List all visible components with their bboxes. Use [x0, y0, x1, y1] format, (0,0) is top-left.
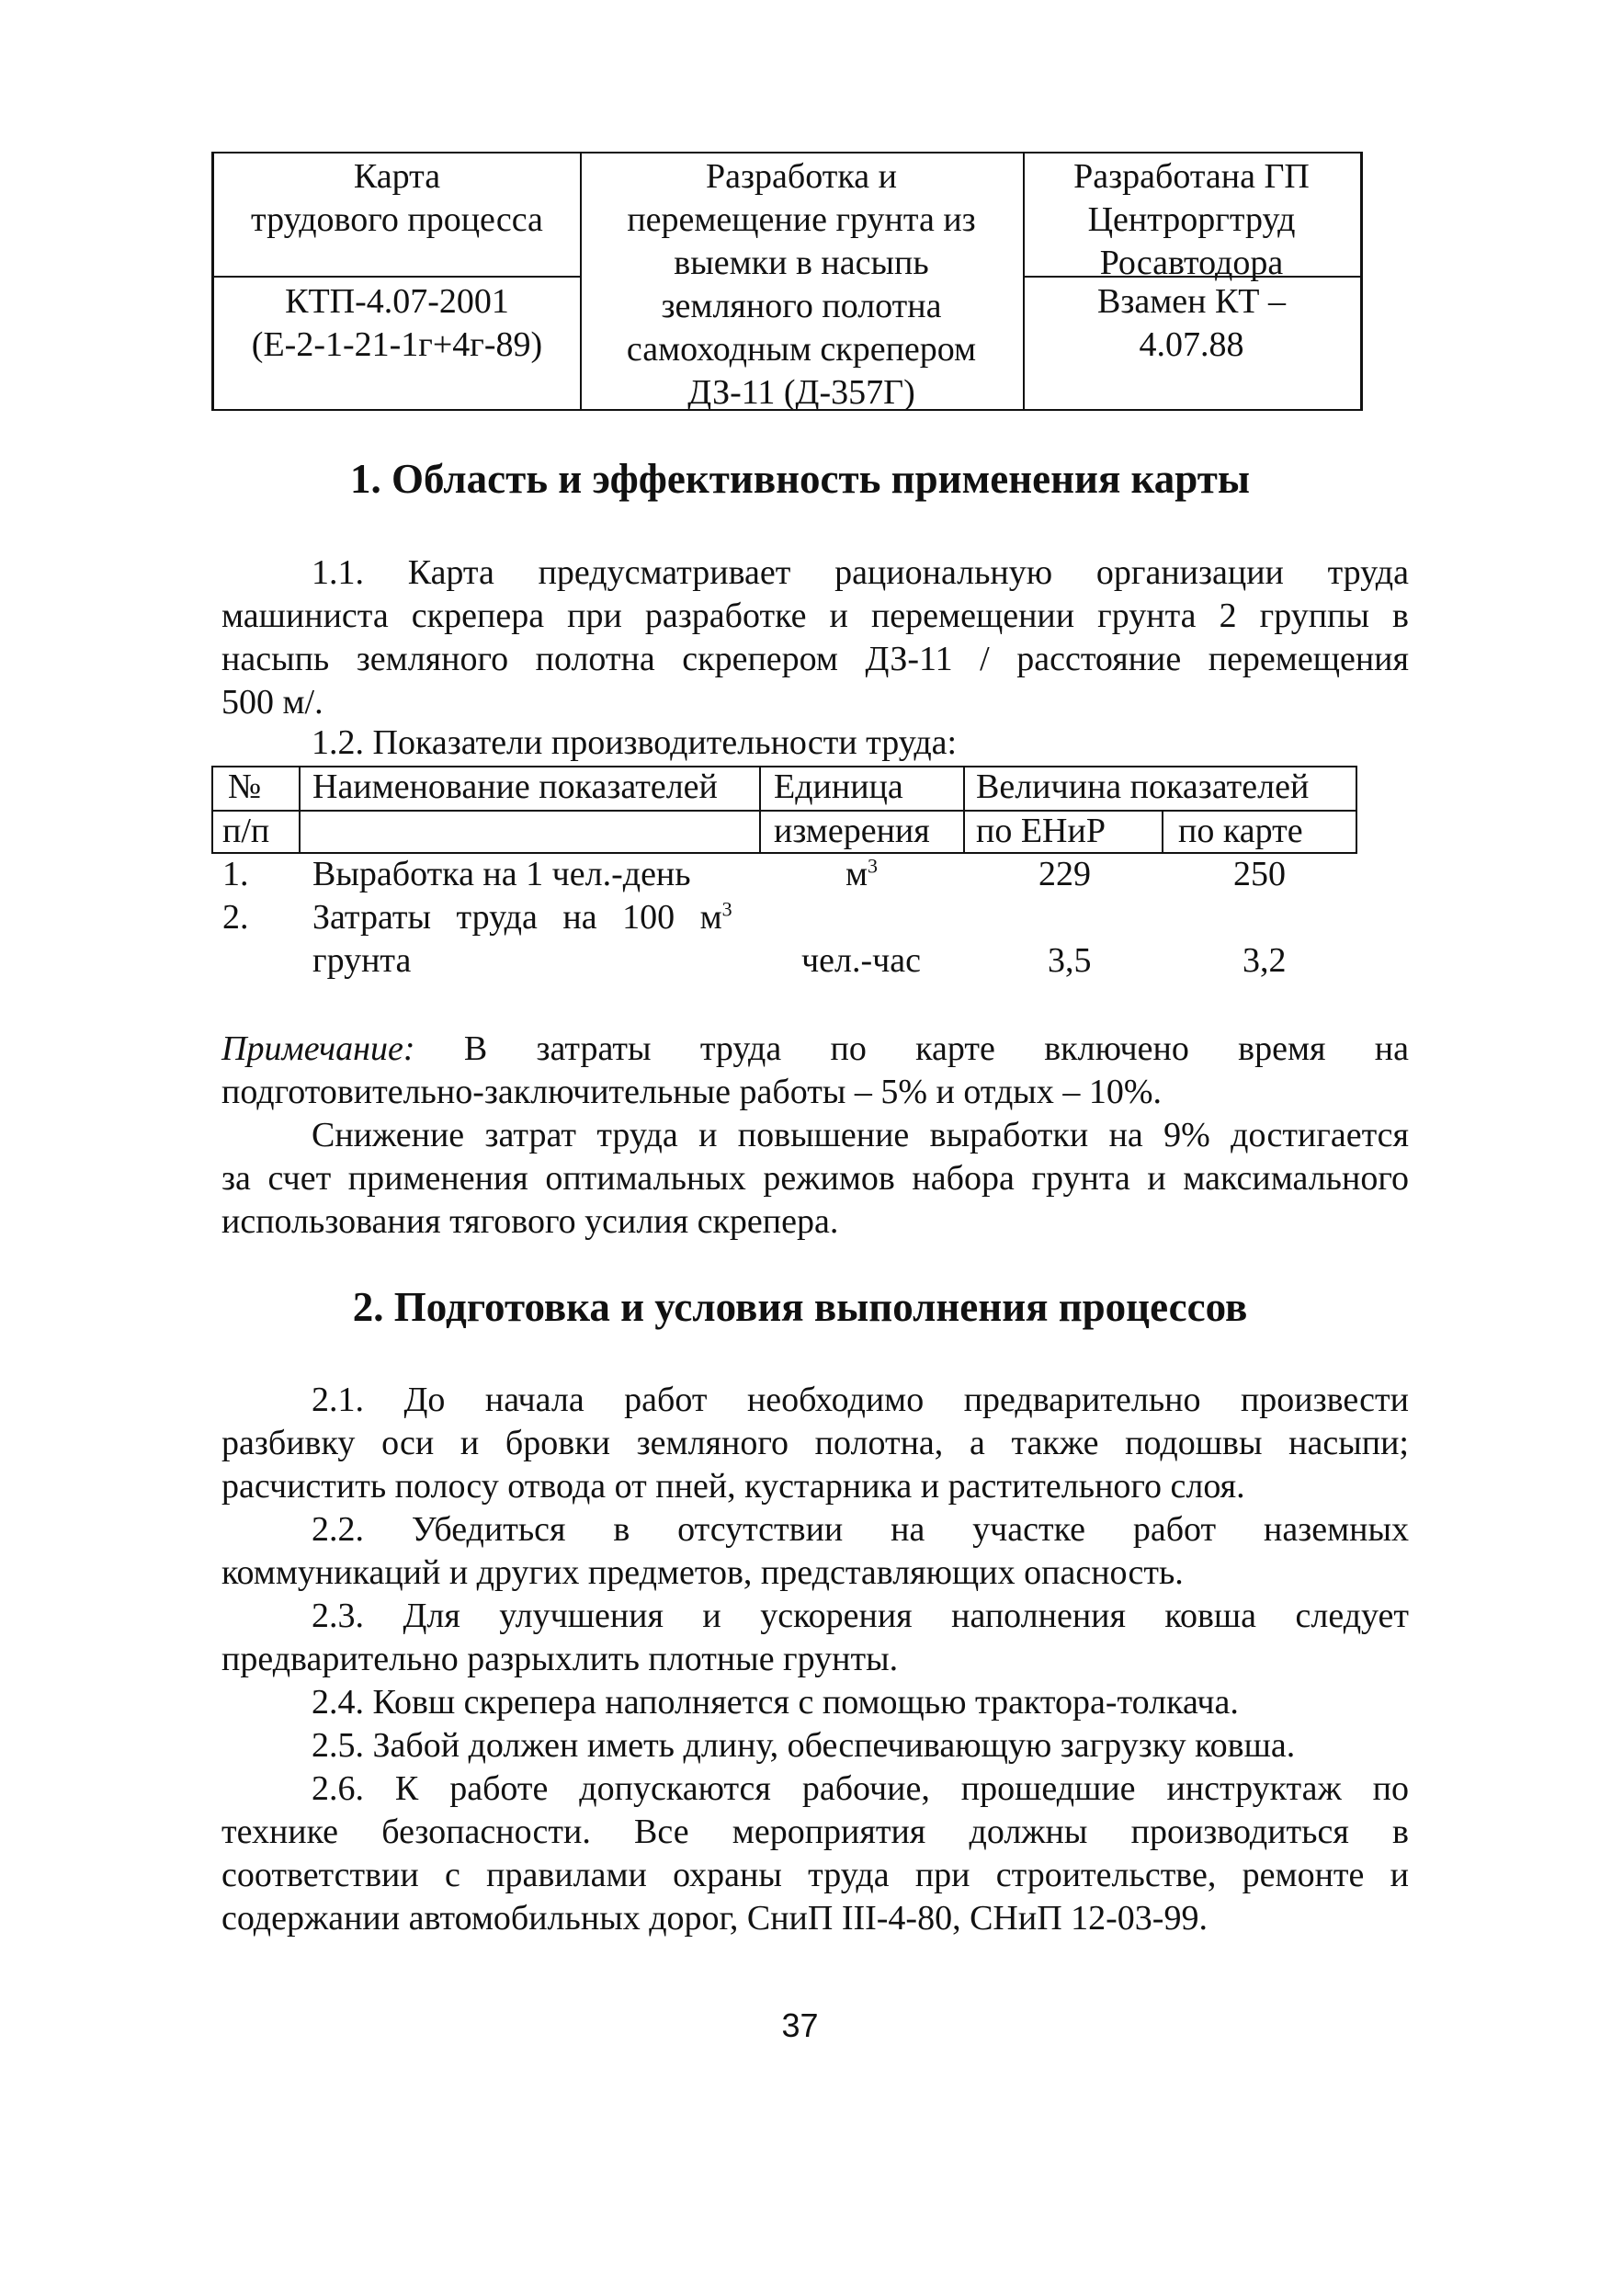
paragraph-2-6: [221, 1767, 1409, 1940]
card-label-line: Карта: [353, 157, 441, 196]
text-line: машиниста скрепера при разработке и перемещении грунта 2 группы в: [221, 597, 1409, 635]
text-line: насыпь земляного полотна скрепером ДЗ-11 / расстояние перемещения: [221, 640, 1409, 678]
card-title-line: Разработка и: [706, 157, 897, 196]
text-line: 2.1. До начала работ необходимо предварительно произвести: [312, 1381, 1409, 1419]
text-line: Снижение затрат труда и повышение выработки на 9% достигается: [312, 1116, 1409, 1154]
indicators-table: [211, 766, 1357, 854]
table-rule: [963, 766, 965, 854]
card-label-cell: [214, 155, 580, 242]
text-line: 1.1. Карта предусматривает рациональную организации труда: [312, 553, 1409, 592]
row-value-enir: 3,5: [1048, 941, 1092, 980]
paragraph-2-2: [221, 1508, 1409, 1595]
text-line: технике безопасности. Все мероприятия должны производиться в: [221, 1813, 1409, 1851]
card-title-line: перемещение грунта из: [627, 200, 976, 239]
column-header-unit: Единица: [774, 767, 903, 806]
card-title-cell: [580, 155, 1023, 415]
paragraph-1-2: 1.2. Показатели производительности труда:: [312, 723, 958, 762]
card-label-line: трудового процесса: [251, 200, 543, 239]
header-table: [211, 152, 1363, 411]
table-rule: [1162, 810, 1163, 854]
text-line: 2.3. Для улучшения и ускорения наполнения ковша следует: [312, 1597, 1409, 1635]
card-title-line: ДЗ-11 (Д-357Г): [687, 373, 915, 412]
paragraph-2-4: [221, 1681, 1409, 1724]
developer-line: Разработана ГП: [1073, 157, 1310, 196]
developer-cell: [1023, 155, 1360, 285]
text-line: 2.6. К работе допускаются рабочие, прошедшие инструктаж по: [312, 1769, 1409, 1808]
column-header-value: Величина показателей: [976, 767, 1310, 806]
note: [221, 1028, 1409, 1244]
table-rule: [759, 766, 761, 854]
text-line: 2.2. Убедиться в отсутствии на участке работ наземных: [312, 1510, 1409, 1549]
row-name: Выработка на 1 чел.-день: [312, 855, 691, 893]
text-line: 500 м/.: [221, 683, 323, 722]
row-unit: чел.-час: [801, 941, 921, 980]
developer-line: Центроргтруд: [1087, 200, 1296, 239]
card-code: КТП-4.07-2001: [285, 282, 509, 321]
card-title-line: самоходным скрепером: [626, 330, 977, 369]
row-name-cont: грунта: [312, 941, 412, 980]
text-line: коммуникаций и других предметов, представляющих опасность.: [221, 1553, 1184, 1592]
text-line: содержании автомобильных дорог, СниП III-4-80, СНиП 12-03-99.: [221, 1899, 1208, 1938]
note-line: подготовительно-заключительные работы – 5% и отдых – 10%.: [221, 1073, 1162, 1111]
row-name: Затраты труда на 100 $м^3$: [312, 897, 732, 937]
section-2-title: 2. Подготовка и условия выполнения процессов: [352, 1284, 1248, 1330]
text-line: расчистить полосу отвода от пней, кустарника и растительного слоя.: [221, 1467, 1245, 1506]
section-1-title: 1. Область и эффективность применения карты: [350, 456, 1250, 502]
replaces-line: 4.07.88: [1139, 325, 1244, 364]
page-number: 37: [781, 2006, 819, 2044]
card-title-line: выемки в насыпь: [674, 244, 929, 282]
text-line: за счет применения оптимальных режимов набора грунта и максимального: [221, 1159, 1409, 1198]
column-header-enir: по ЕНиР: [976, 812, 1106, 850]
paragraph-2-1: [221, 1379, 1409, 1508]
replaces-cell: [1023, 280, 1360, 367]
row-value-card: 3,2: [1243, 941, 1287, 980]
column-header-number: п/п: [222, 812, 270, 850]
table-rule: [1356, 766, 1357, 854]
card-code-ref: (Е-2-1-21-1г+4г-89): [251, 325, 543, 364]
table-rule: [211, 766, 213, 854]
column-header-unit: измерения: [774, 812, 930, 850]
header-table-divider: [214, 276, 580, 278]
row-unit: $м^3$: [845, 854, 879, 893]
paragraph-2-5: [221, 1724, 1409, 1767]
paragraph-2-3: [221, 1595, 1409, 1681]
paragraph-1-1: [221, 551, 1409, 724]
text-line: предварительно разрыхлить плотные грунты.: [221, 1640, 899, 1678]
column-header-card: по карте: [1178, 812, 1303, 850]
column-header-number: №: [228, 767, 262, 806]
column-header-name: Наименование показателей: [312, 767, 718, 806]
row-number: 1.: [222, 855, 249, 893]
row-value-card: 250: [1233, 855, 1286, 893]
note-line: Примечание: В затраты труда по карте включено время на: [221, 1029, 1409, 1068]
replaces-line: Взамен КТ –: [1096, 282, 1287, 321]
text-line: использования тягового усилия скрепера.: [221, 1202, 839, 1241]
row-value-enir: 229: [1038, 855, 1091, 893]
text-line: разбивку оси и бровки земляного полотна, а также подошвы насыпи;: [221, 1424, 1409, 1462]
text-line: соответствии с правилами охраны труда при строительстве, ремонте и: [221, 1856, 1409, 1894]
text-line: 2.5. Забой должен иметь длину, обеспечивающую загрузку ковша.: [312, 1726, 1296, 1765]
card-title-line: земляного полотна: [661, 287, 942, 325]
text-line: 2.4. Ковш скрепера наполняется с помощью трактора-толкача.: [312, 1683, 1239, 1722]
row-number: 2.: [222, 898, 249, 937]
card-code-cell: [214, 280, 580, 367]
note-label: Примечание:: [221, 1029, 415, 1068]
table-rule: [299, 766, 301, 854]
developer-line: Росавтодора: [1099, 244, 1284, 282]
